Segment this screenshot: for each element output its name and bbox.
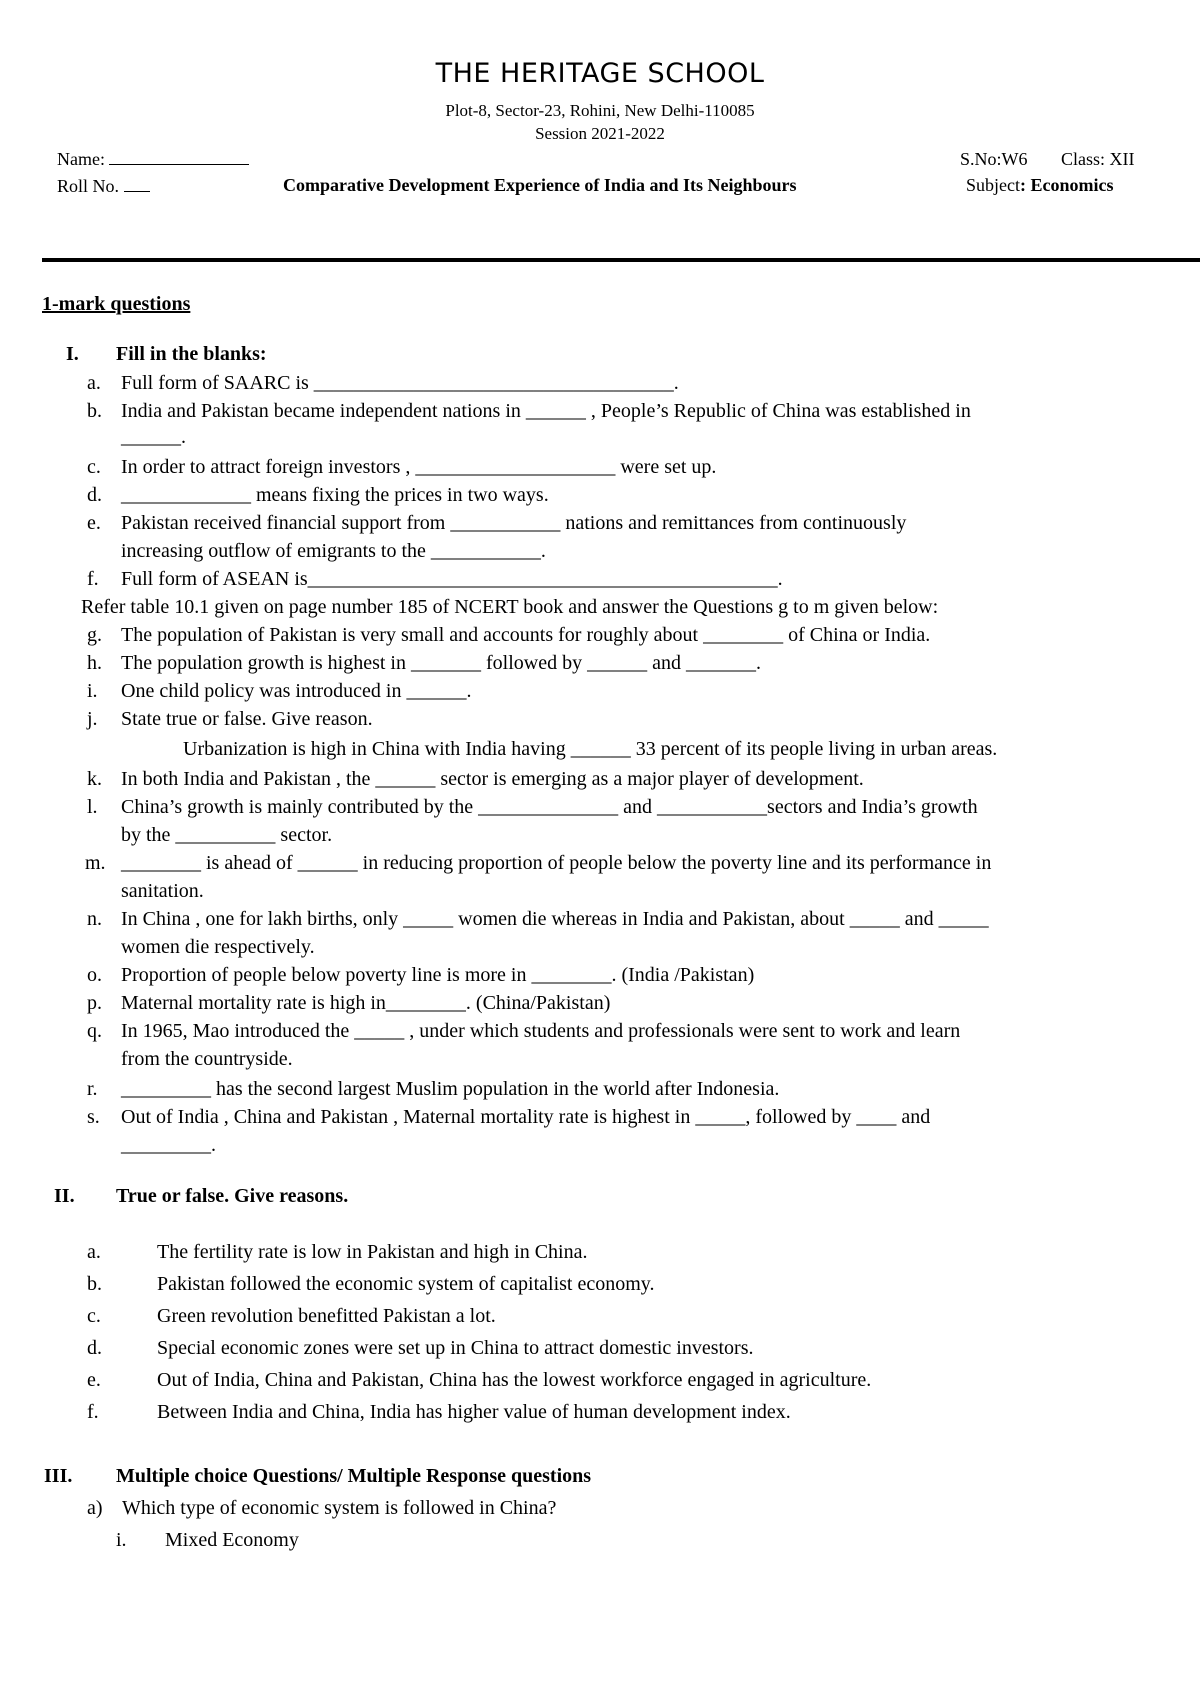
item-text: Pakistan followed the economic system of capitalist economy. bbox=[157, 1273, 655, 1295]
subject-field: Subject: Economics bbox=[966, 175, 1114, 195]
item-text: by the __________ sector. bbox=[121, 824, 333, 846]
item-label: l. bbox=[87, 796, 98, 818]
section-title: 1-mark questions bbox=[42, 293, 191, 315]
item-text: Maternal mortality rate is high in________. (China/Pakistan) bbox=[121, 992, 611, 1014]
part3-title: Multiple choice Questions/ Multiple Response questions bbox=[116, 1465, 592, 1487]
item-text: Special economic zones were set up in China to attract domestic investors. bbox=[157, 1337, 754, 1359]
question-text: Which type of economic system is followed in China? bbox=[122, 1497, 557, 1519]
item-label: c. bbox=[87, 1305, 101, 1327]
item-label: b. bbox=[87, 1273, 102, 1295]
item-label: n. bbox=[87, 908, 102, 930]
question-label: a) bbox=[87, 1497, 103, 1519]
item-text: from the countryside. bbox=[121, 1048, 293, 1070]
refer-note: Refer table 10.1 given on page number 185 of NCERT book and answer the Questions g to m given below: bbox=[81, 596, 939, 618]
part2-number: II. bbox=[54, 1185, 75, 1207]
item-text: ______. bbox=[121, 426, 186, 448]
item-text: In China , one for lakh births, only _____ women die whereas in India and Pakistan, about _____ and _____ bbox=[121, 908, 989, 930]
item-label: e. bbox=[87, 1369, 101, 1391]
item-text: In 1965, Mao introduced the _____ , under which students and professionals were sent to work and learn bbox=[121, 1020, 961, 1042]
session: Session 2021-2022 bbox=[535, 124, 665, 143]
item-text: State true or false. Give reason. bbox=[121, 708, 373, 730]
item-text: women die respectively. bbox=[121, 936, 315, 958]
item-label: m. bbox=[85, 852, 106, 874]
part1-number: I. bbox=[66, 343, 79, 365]
item-text: The population growth is highest in _______ followed by ______ and _______. bbox=[121, 652, 761, 674]
roll-field: Roll No. bbox=[57, 176, 150, 197]
item-label: s. bbox=[87, 1106, 100, 1128]
name-field: Name: bbox=[57, 149, 249, 170]
item-text: Out of India, China and Pakistan, China has the lowest workforce engaged in agriculture. bbox=[157, 1369, 872, 1391]
item-label: e. bbox=[87, 512, 101, 534]
item-text: The population of Pakistan is very small and accounts for roughly about ________ of China or India. bbox=[121, 624, 931, 646]
item-text: increasing outflow of emigrants to the ___________. bbox=[121, 540, 546, 562]
roll-blank bbox=[124, 177, 150, 192]
item-text: Full form of ASEAN is_______________________________________________. bbox=[121, 568, 783, 590]
name-blank bbox=[109, 150, 249, 165]
option-text: Mixed Economy bbox=[165, 1529, 299, 1551]
part3-number: III. bbox=[44, 1465, 73, 1487]
item-label: h. bbox=[87, 652, 102, 674]
header-divider bbox=[42, 258, 1200, 262]
item-label: q. bbox=[87, 1020, 102, 1042]
item-label: r. bbox=[87, 1078, 98, 1100]
item-text: Pakistan received financial support from ___________ nations and remittances from continuously bbox=[121, 512, 907, 534]
serial-number: S.No:W6 bbox=[960, 149, 1028, 169]
item-label: a. bbox=[87, 1241, 101, 1263]
item-text: In both India and Pakistan , the ______ sector is emerging as a major player of development. bbox=[121, 768, 864, 790]
item-text: One child policy was introduced in ______. bbox=[121, 680, 472, 702]
item-label: b. bbox=[87, 400, 102, 422]
school-name: THE HERITAGE SCHOOL bbox=[435, 58, 765, 89]
item-label: c. bbox=[87, 456, 101, 478]
topic-title: Comparative Development Experience of India and Its Neighbours bbox=[283, 175, 797, 195]
item-label: d. bbox=[87, 484, 102, 506]
item-text: In order to attract foreign investors , ____________________ were set up. bbox=[121, 456, 717, 478]
item-text: ________ is ahead of ______ in reducing proportion of people below the poverty line and its performance in bbox=[121, 852, 992, 874]
class-label: Class: XII bbox=[1061, 149, 1135, 169]
item-label: o. bbox=[87, 964, 102, 986]
part2-title: True or false. Give reasons. bbox=[116, 1185, 349, 1207]
item-text: China’s growth is mainly contributed by the ______________ and ___________sectors and India’s growth bbox=[121, 796, 978, 818]
item-text: Green revolution benefitted Pakistan a lot. bbox=[157, 1305, 496, 1327]
item-label: f. bbox=[87, 1401, 99, 1423]
item-label: g. bbox=[87, 624, 102, 646]
item-label: f. bbox=[87, 568, 99, 590]
item-text: Urbanization is high in China with India having ______ 33 percent of its people living in urban areas. bbox=[183, 738, 998, 760]
item-text: _________ has the second largest Muslim population in the world after Indonesia. bbox=[121, 1078, 780, 1100]
item-label: p. bbox=[87, 992, 102, 1014]
item-label: i. bbox=[87, 680, 98, 702]
item-label: k. bbox=[87, 768, 102, 790]
item-text: _________. bbox=[121, 1134, 216, 1156]
part1-title: Fill in the blanks: bbox=[116, 343, 267, 365]
item-text: Full form of SAARC is ____________________________________. bbox=[121, 372, 679, 394]
item-text: Proportion of people below poverty line is more in ________. (India /Pakistan) bbox=[121, 964, 755, 986]
item-text: Between India and China, India has higher value of human development index. bbox=[157, 1401, 791, 1423]
item-text: sanitation. bbox=[121, 880, 204, 902]
school-address: Plot-8, Sector-23, Rohini, New Delhi-110085 bbox=[445, 101, 755, 120]
item-text: The fertility rate is low in Pakistan and high in China. bbox=[157, 1241, 588, 1263]
item-label: a. bbox=[87, 372, 101, 394]
item-text: Out of India , China and Pakistan , Maternal mortality rate is highest in _____, followed by ____ and bbox=[121, 1106, 931, 1128]
option-label: i. bbox=[116, 1529, 127, 1551]
item-text: _____________ means fixing the prices in two ways. bbox=[121, 484, 549, 506]
item-text: India and Pakistan became independent nations in ______ , People’s Republic of China was established in bbox=[121, 400, 971, 422]
item-label: d. bbox=[87, 1337, 102, 1359]
item-label: j. bbox=[87, 708, 98, 730]
